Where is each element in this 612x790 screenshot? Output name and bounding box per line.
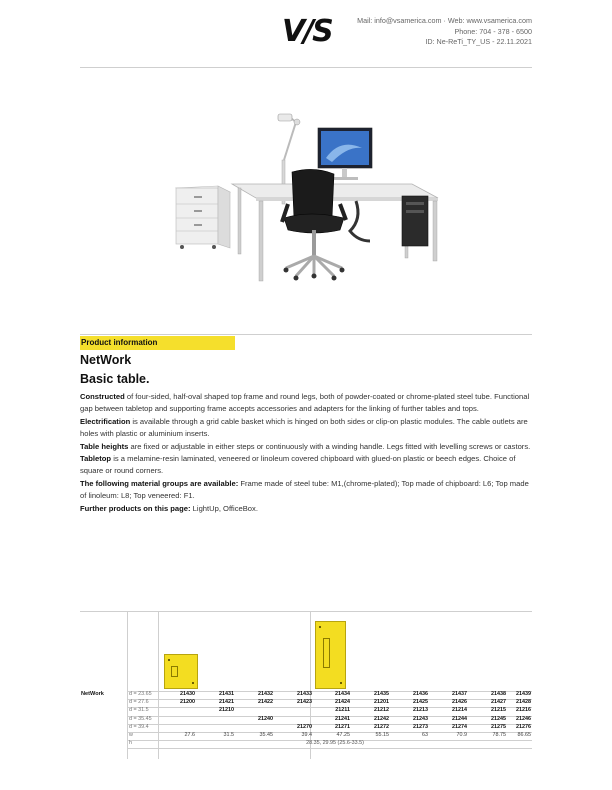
section-divider (80, 334, 532, 335)
article-number: 21274 (452, 723, 467, 730)
width-value: 63 (422, 732, 428, 738)
article-number: 21276 (516, 723, 531, 730)
dimension-label: d = 23.65 (129, 691, 152, 697)
contact-mail-web: Mail: info@vsamerica.com · Web: www.vsamerica.com (357, 16, 532, 25)
article-number: 21432 (258, 691, 273, 697)
article-number: 21273 (413, 723, 428, 730)
dimension-label: d = 39.4 (129, 723, 149, 730)
width-value: 78.75 (492, 732, 506, 738)
article-number: 21423 (297, 699, 312, 706)
article-number: 21275 (491, 723, 506, 730)
section-label: Product information (80, 336, 235, 350)
article-number: 21435 (374, 691, 389, 697)
paragraph-materials (80, 478, 534, 503)
long-table-drawing (315, 621, 346, 689)
table-row-divider (127, 748, 532, 749)
paragraph-text: is a melamine-resin laminated, veneered or linoleum covered chipboard with glued-on plastic or beech edges. Choice of square or round corners. (80, 454, 516, 476)
article-number: 21213 (413, 707, 428, 714)
width-value: 70.9 (456, 732, 467, 738)
height-label: h (129, 740, 132, 747)
paragraph-table-heights (80, 441, 534, 453)
paragraph-tabletop (80, 453, 534, 478)
article-number: 21242 (374, 715, 389, 722)
article-number: 21433 (297, 691, 312, 697)
width-value: 27.6 (184, 732, 195, 738)
product-table (80, 611, 532, 759)
paragraph-text: of four-sided, half-oval shaped top frame and round legs, both of powder-coated or chrome-plated steel tube. Functional gap between tabletop and supporting frame accepts accessories and adapters for the linking of further tables and tops. (80, 392, 530, 414)
paragraph-heading: Further products on this page: (80, 503, 191, 513)
paragraph-text: LightUp, OfficeBox. (190, 503, 258, 513)
article-number: 21437 (452, 691, 467, 697)
article-number: 21244 (452, 715, 467, 722)
article-number: 21424 (335, 699, 350, 706)
header-divider (80, 67, 532, 68)
article-number: 21436 (413, 691, 428, 697)
width-value: 35.45 (259, 732, 273, 738)
product-photo (160, 100, 460, 300)
width-value: 86.65 (517, 732, 531, 738)
width-label: w (129, 732, 133, 738)
paragraph-heading: Constructed (80, 392, 125, 401)
paragraph-text: Frame made of steel tube: M1,(chrome-plated); Top made of chipboard: L6; Top made of linoleum: L8; Top veneered: F1. (80, 478, 529, 501)
article-number: 21240 (258, 715, 273, 722)
contact-info (357, 16, 532, 48)
contact-phone: Phone: 704 - 378 - 6500 (454, 26, 532, 36)
product-subtitle: Basic table. (80, 372, 150, 386)
dimension-label: d = 35.45 (129, 715, 152, 722)
article-number: 21214 (452, 707, 467, 714)
article-number: 21434 (335, 691, 350, 697)
article-number: 21272 (374, 723, 389, 730)
article-number: 21201 (374, 699, 389, 706)
height-value: 28.35, 29.95 (25.6-33.5) (306, 740, 364, 747)
article-number: 21241 (335, 715, 350, 722)
article-number: 21246 (516, 715, 531, 722)
product-title: NetWork (80, 353, 132, 367)
width-value: 31.5 (223, 732, 234, 738)
article-number: 21216 (516, 707, 531, 714)
article-number: 21215 (491, 707, 506, 714)
article-number: 21439 (516, 691, 531, 697)
article-number: 21431 (219, 691, 234, 697)
article-number: 21427 (491, 699, 506, 706)
paragraph-heading: The following material groups are available: (80, 478, 239, 488)
article-number: 21212 (374, 707, 389, 714)
article-number: 21243 (413, 715, 428, 722)
width-value: 55.15 (375, 732, 389, 738)
paragraph-heading: Table heights (80, 441, 129, 451)
table-row-name: NetWork (81, 691, 104, 697)
paragraph-heading: Electrification (80, 416, 131, 426)
paragraph-heading: Tabletop (80, 454, 112, 464)
contact-document-id: ID: Ne-ReTi_TY_US - 22.11.2021 (425, 37, 532, 46)
article-number: 21426 (452, 699, 467, 706)
article-number: 21421 (219, 699, 234, 706)
article-number: 21428 (516, 699, 531, 706)
table-column-divider (127, 611, 128, 759)
paragraph-text: is available through a grid cable basket which is hinged on both sides or clip-on plastic modules. The cable outlets are holes with plastic or aluminium inserts. (80, 416, 528, 439)
paragraph-electrification (80, 416, 534, 441)
article-number: 21200 (180, 699, 195, 706)
table-column-divider (158, 611, 159, 759)
article-number: 21438 (491, 691, 506, 697)
article-number: 21430 (180, 691, 195, 697)
dimension-label: d = 27.6 (129, 699, 149, 706)
pedestal-cabinet (176, 186, 230, 249)
article-number: 21245 (491, 715, 506, 722)
article-number: 21211 (335, 707, 350, 714)
article-number: 21425 (413, 699, 428, 706)
product-description (80, 391, 534, 515)
rectangular-table-drawing (164, 654, 198, 689)
article-number: 21270 (297, 723, 312, 730)
dimension-label: d = 31.5 (129, 707, 149, 714)
pc-tower (402, 196, 428, 246)
article-number: 21210 (219, 707, 234, 714)
table-top-border (80, 611, 532, 612)
paragraph-text: are fixed or adjustable in either steps or continuously with a winding handle. Legs fitted with levelling screws or castors. (128, 441, 531, 451)
vs-logo: V/S (282, 14, 332, 49)
paragraph-construction (80, 391, 534, 416)
width-value: 39.4 (301, 732, 312, 738)
paragraph-further-products (80, 503, 534, 515)
width-value: 47.25 (336, 732, 350, 738)
article-number: 21422 (258, 699, 273, 706)
article-number: 21271 (335, 723, 350, 730)
